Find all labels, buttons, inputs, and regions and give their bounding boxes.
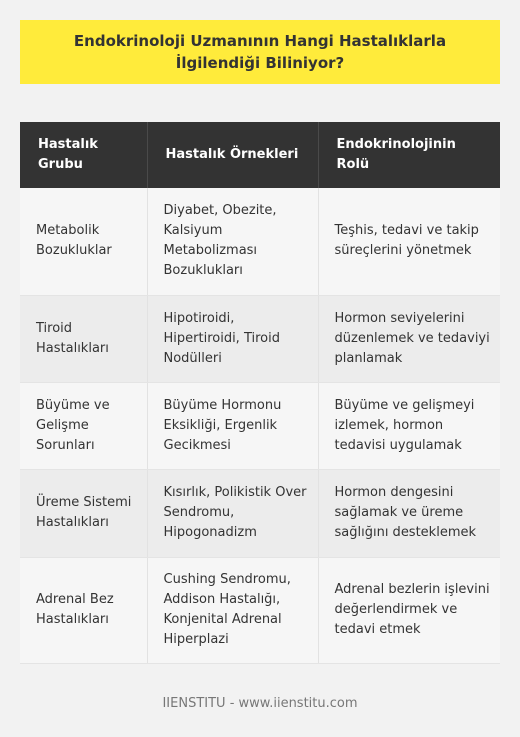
- cell-endocrinology-role: Hormon dengesini sağlamak ve üreme sağlığını desteklemek: [318, 469, 500, 557]
- cell-endocrinology-role: Teşhis, tedavi ve takip süreçlerini yönetmek: [318, 188, 500, 295]
- cell-disease-examples: Diyabet, Obezite, Kalsiyum Metabolizması Bozuklukları: [147, 188, 318, 295]
- cell-disease-group: Tiroid Hastalıkları: [20, 295, 147, 382]
- cell-disease-group: Üreme Sistemi Hastalıkları: [20, 469, 147, 557]
- title-banner: [20, 20, 500, 84]
- table-row: [20, 295, 500, 382]
- cell-disease-group: Adrenal Bez Hastalıkları: [20, 557, 147, 663]
- cell-disease-examples: Hipotiroidi, Hipertiroidi, Tiroid Nodülleri: [147, 295, 318, 382]
- cell-endocrinology-role: Adrenal bezlerin işlevini değerlendirmek ve tedavi etmek: [318, 557, 500, 663]
- header-disease-group: Hastalık Grubu: [20, 122, 147, 188]
- cell-disease-group: Büyüme ve Gelişme Sorunları: [20, 382, 147, 469]
- cell-endocrinology-role: Büyüme ve gelişmeyi izlemek, hormon tedavisi uygulamak: [318, 382, 500, 469]
- cell-disease-examples: Büyüme Hormonu Eksikliği, Ergenlik Gecikmesi: [147, 382, 318, 469]
- footer-credit: IIENSTITU - www.iienstitu.com: [162, 696, 358, 711]
- cell-disease-examples: Kısırlık, Polikistik Over Sendromu, Hipogonadizm: [147, 469, 318, 557]
- header-endocrinology-role: Endokrinolojinin Rolü: [318, 122, 500, 188]
- page-title: Endokrinoloji Uzmanının Hangi Hastalıklarla İlgilendiği Biliniyor?: [73, 32, 447, 72]
- table-row: [20, 382, 500, 469]
- cell-endocrinology-role: Hormon seviyelerini düzenlemek ve tedaviyi planlamak: [318, 295, 500, 382]
- cell-disease-group: Metabolik Bozukluklar: [20, 188, 147, 295]
- header-disease-examples: Hastalık Örnekleri: [147, 122, 318, 188]
- table-header-row: [20, 122, 500, 188]
- table-row: [20, 469, 500, 557]
- cell-disease-examples: Cushing Sendromu, Addison Hastalığı, Konjenital Adrenal Hiperplazi: [147, 557, 318, 663]
- disease-table: [20, 122, 500, 664]
- table-row: [20, 557, 500, 663]
- table-row: [20, 188, 500, 295]
